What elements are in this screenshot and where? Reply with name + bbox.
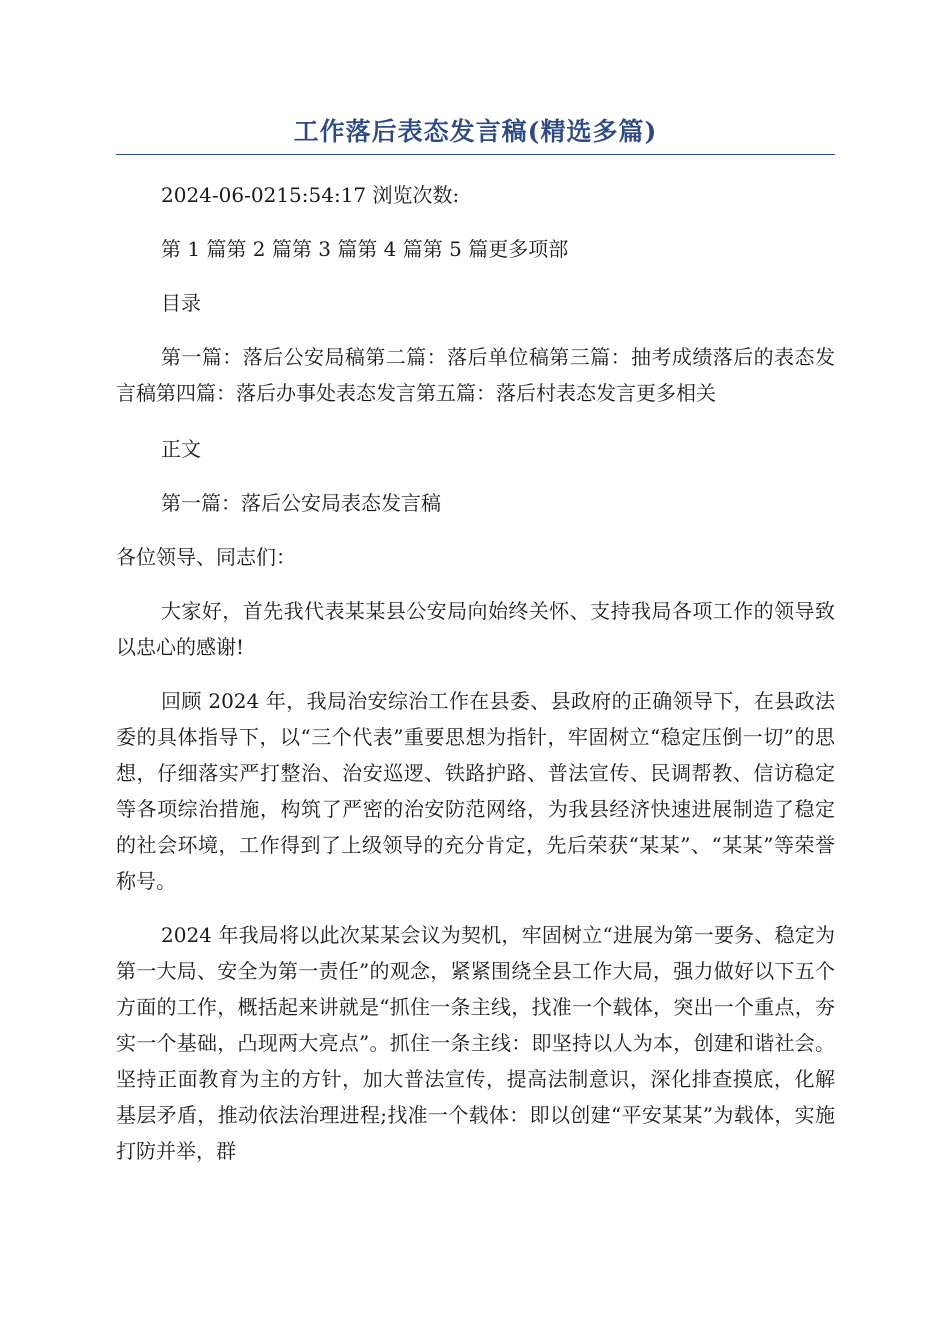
toc-heading: 目录	[161, 291, 201, 315]
body-paragraph: 回顾 2024 年，我局治安综治工作在县委、县政府的正确领导下，在县政法委的具体指导下，以“三个代表”重要思想为指针，牢固树立“稳定压倒一切”的思想，仔细落实严打整治、治安巡逻、铁路护路、普法宣传、民调帮教、信访稳定等各项综治措施，构筑了严密的治安防范网络，为我县经济快速进展制造了稳定的社会环境，工作得到了上级领导的充分肯定，先后荣获“某某”、“某某”等荣誉称号。	[116, 689, 835, 893]
article-nav-line: 第 1 篇第 2 篇第 3 篇第 4 篇第 5 篇更多项部	[161, 237, 569, 261]
toc-text: 第一篇：落后公安局稿第二篇：落后单位稿第三篇：抽考成绩落后的表态发言稿第四篇：落后办事处表态发言第五篇：落后村表态发言更多相关	[116, 345, 835, 405]
document-page	[116, 112, 835, 1169]
section-title: 第一篇：落后公安局表态发言稿	[161, 491, 441, 515]
body-paragraph: 2024 年我局将以此次某某会议为契机，牢固树立“进展为第一要务、稳定为第一大局、安全为第一责任”的观念，紧紧围绕全县工作大局，强力做好以下五个方面的工作，概括起来讲就是“抓住一条主线，找准一个载体，突出一个重点，夯实一个基础，凸现两大亮点”。抓住一条主线：即坚持以人为本，创建和谐社会。坚持正面教育为主的方针，加大普法宣传，提高法制意识，深化排查摸底，化解基层矛盾，推动依法治理进程;找准一个载体：即以创建“平安某某”为载体，实施打防并举，群	[116, 923, 835, 1163]
body-heading: 正文	[161, 437, 201, 461]
meta-line: 2024-06-0215:54:17 浏览次数:	[161, 183, 460, 207]
body-paragraph: 大家好，首先我代表某某县公安局向始终关怀、支持我局各项工作的领导致以忠心的感谢!	[116, 599, 835, 659]
greeting-line: 各位领导、同志们：	[116, 545, 296, 569]
document-title: 工作落后表态发言稿(精选多篇)	[116, 112, 835, 155]
